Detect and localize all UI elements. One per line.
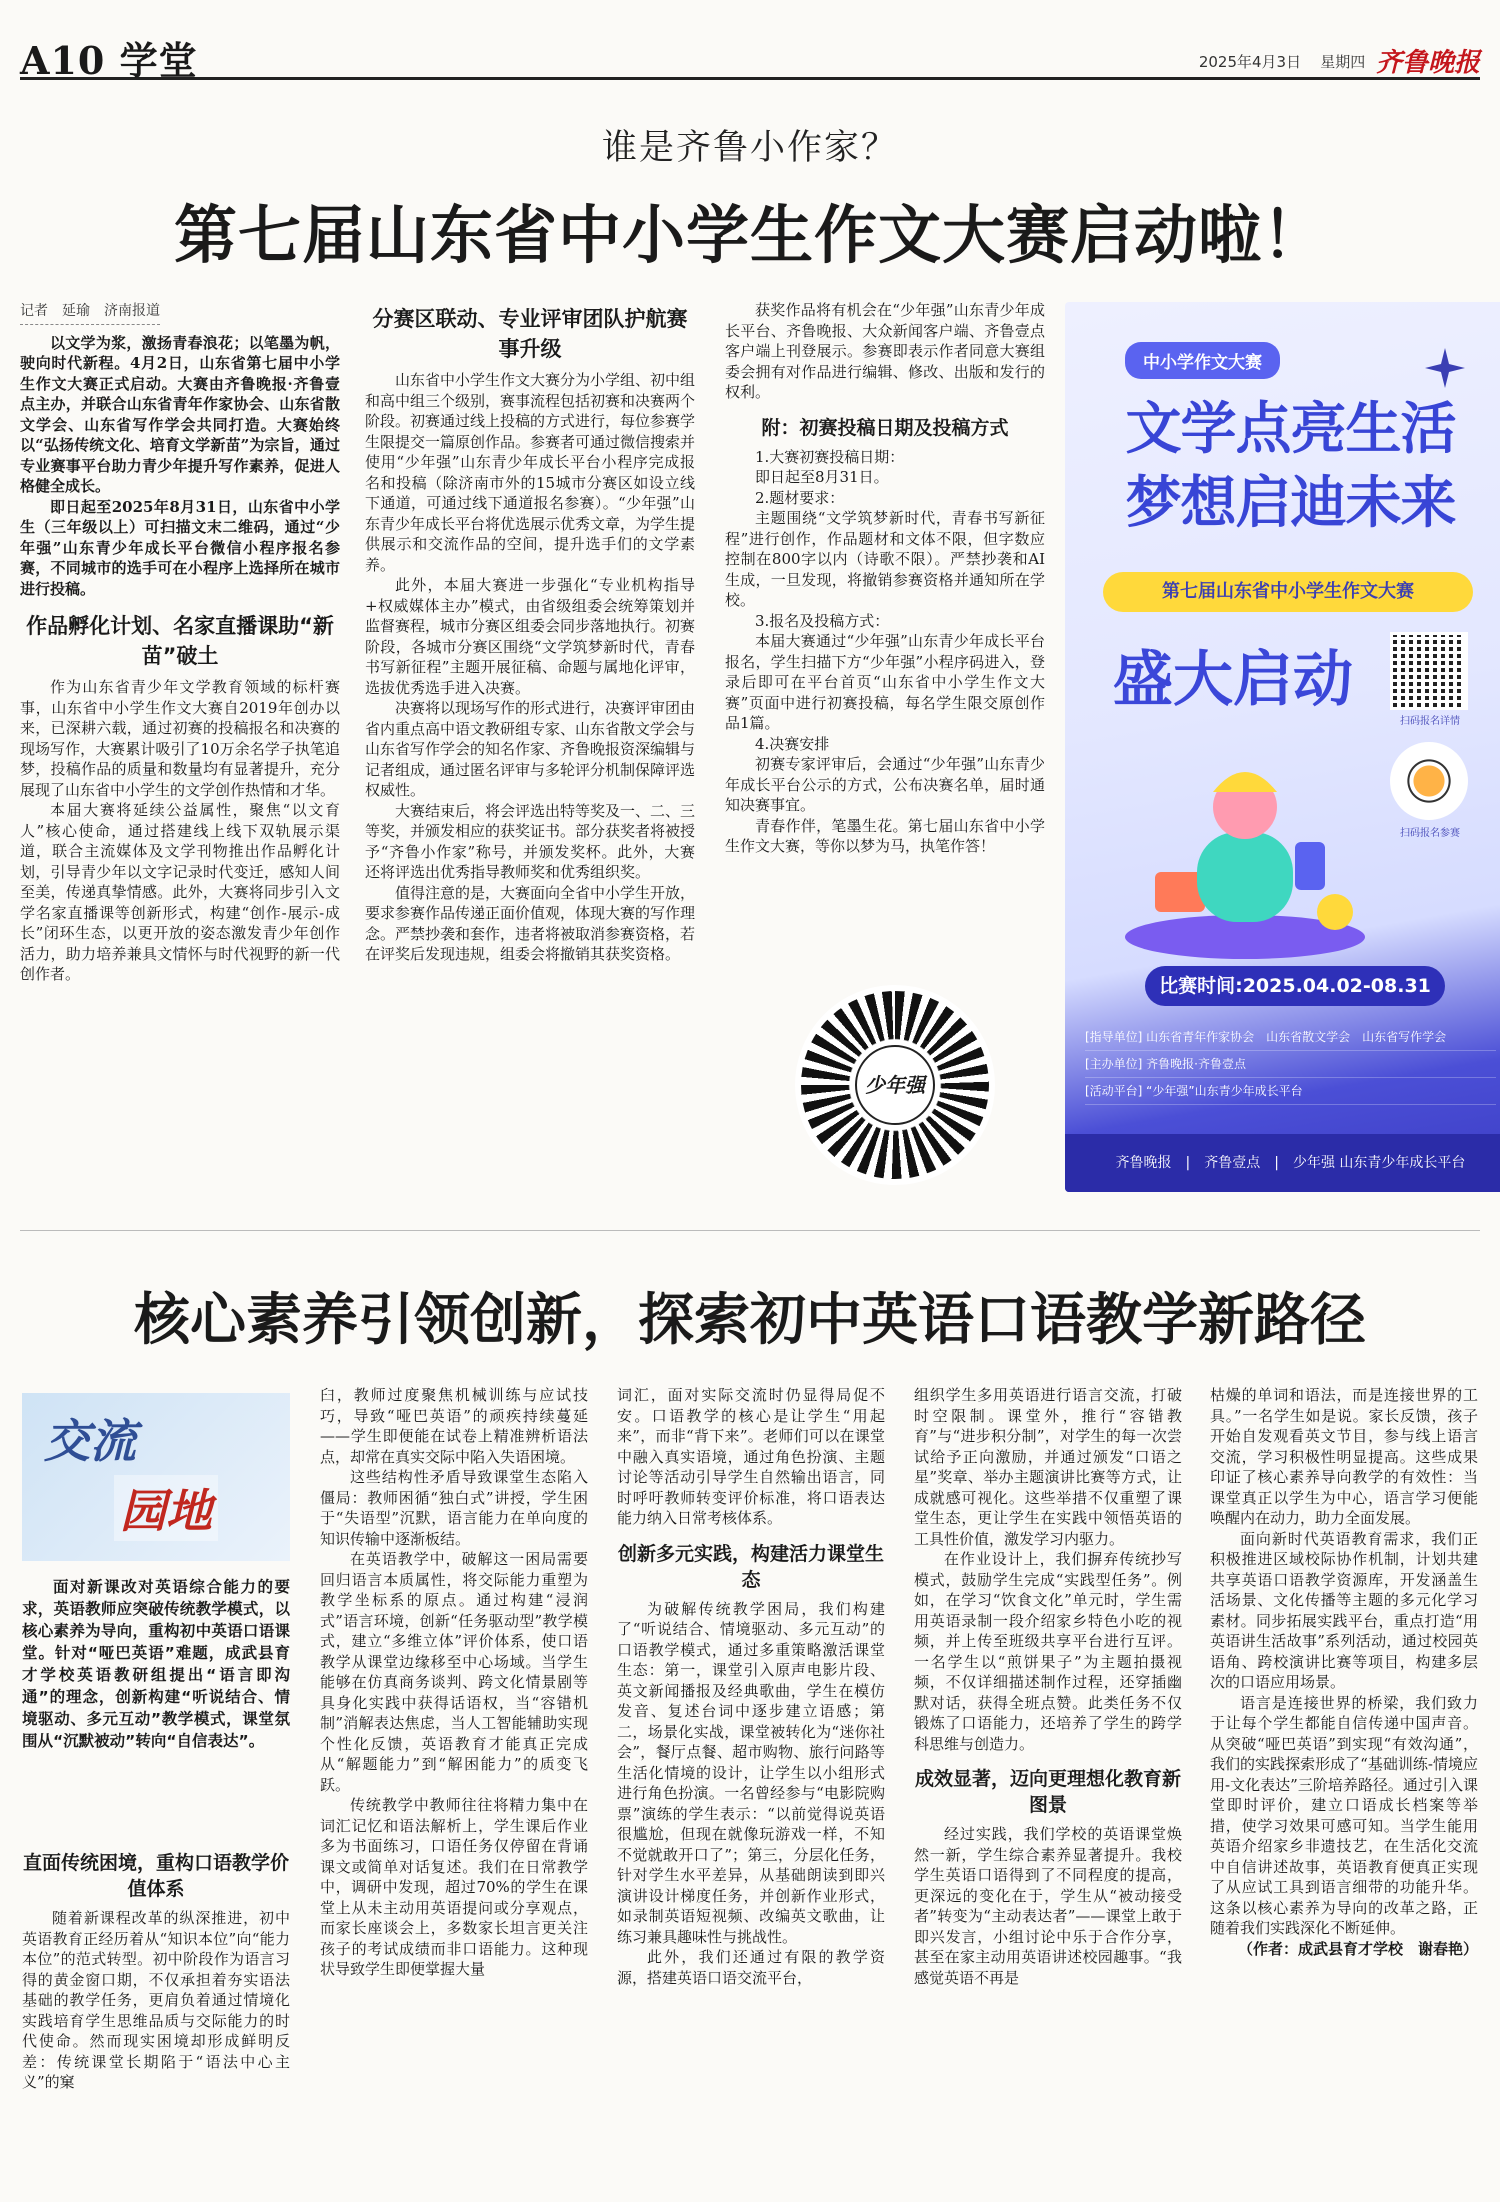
qr-code-signup[interactable] <box>1390 742 1468 820</box>
character-illustration <box>1105 722 1385 962</box>
organizer-line: [主办单位] 齐鲁晚报·齐鲁壹点 <box>1085 1051 1496 1078</box>
article2-column-4 <box>914 1385 1182 2190</box>
paragraph: 面对新课改对英语综合能力的要求，英语教师应突破传统教学模式，以核心素养为导向，重构初中英语口语课堂。针对“哑巴英语”难题，成武县育才学校英语教研组提出“语言即沟通”的理念，创新构建“听说结合、情境驱动、多元互动”教学模式，课堂氛围从“沉默被动”转向“自信表达”。 <box>22 1578 290 1750</box>
byline: 记者 延瑜 济南报道 <box>20 301 160 325</box>
article2-column-1 <box>22 1850 290 2190</box>
organizer-list <box>1085 1024 1496 1105</box>
qr-code-details[interactable] <box>1390 632 1468 710</box>
mini-program-code[interactable] <box>795 985 995 1185</box>
badge-text-2: 园地 <box>114 1475 218 1541</box>
paragraph: 3.报名及投稿方式： <box>755 611 890 630</box>
article1-kicker: 谁是齐鲁小作家？ <box>601 128 898 168</box>
paragraph: 青春作伴，笔墨生花。第七届山东省中小学生作文大赛，等你以梦为马，执笔作答！ <box>725 816 1045 855</box>
paragraph: 本届大赛通过“少年强”山东青少年成长平台报名，学生扫描下方“少年强”小程序码进入，登录后即可在平台首页“山东省中小学生作文大赛”页面中进行初赛投稿，每名学生限交原创作品1篇。 <box>725 632 1045 732</box>
poster-ribbon: 第七届山东省中小学生作文大赛 <box>1103 572 1473 612</box>
paragraph: 这些结构性矛盾导致课堂生态陷入僵局：教师困循“独白式”讲授，学生困于“失语型”沉默，语言能力在单向度的知识传输中逐渐板结。 <box>320 1468 588 1548</box>
poster-footer: 齐鲁晚报 | 齐鲁壹点 | 少年强 山东青少年成长平台 <box>1065 1134 1500 1192</box>
article2-column-5 <box>1210 1385 1478 2190</box>
paragraph: 为破解传统教学困局，我们构建了“听说结合、情境驱动、多元互动”的口语教学模式，通过多重策略激活课堂生态：第一，课堂引入原声电影片段、英文新闻播报及经典歌曲，学生在模仿发音、复述台词中逐步建立语感；第二，场景化实战，课堂被转化为“迷你社会”，餐厅点餐、超市购物、旅行问路等生活化情境的设计，让学生以小组形式进行角色扮演。一名曾经参与“电影院购票”演练的学生表示：“以前觉得说英语很尴尬，但现在就像玩游戏一样，不知不觉就敢开口了”；第三，分层化任务，针对学生水平差异，从基础朗读到即兴演讲设计梯度任务，并创新作业形式，如录制英语短视频、改编英文歌曲，让练习兼具趣味性与挑战性。 <box>617 1599 885 1946</box>
paragraph: 枯燥的单词和语法，而是连接世界的工具。”一名学生如是说。家长反馈，孩子开始自发观看英文节目，参与线上语言交流，学习积极性明显提高。这些成果印证了核心素养导向教学的有效性：当课堂真正以学生为中心，语言学习便能唤醒内在动力，助力全面发展。 <box>1210 1386 1478 1527</box>
paragraph: 初赛专家评审后，会通过“少年强”山东青少年成长平台公示的方式，公布决赛名单，届时通知决赛事宜。 <box>725 755 1045 814</box>
article1-column-2 <box>365 300 695 1200</box>
poster-slogan-2: 梦想启迪未来 <box>1125 471 1456 536</box>
paragraph: 传统教学中教师往往将精力集中在词汇记忆和语法解析上，学生课后作业多为书面练习，口语任务仅停留在背诵课文或简单对话复述。我们在日常教学中，调研中发现，超过70%的学生在课堂上从未主动用英语提问或分享观点，而家长座谈会上，多数家长坦言更关注孩子的考试成绩而非口语能力。这种现状导致学生即便掌握大量 <box>320 1796 588 1978</box>
author-signature: （作者：成武县育才学校 谢春艳） <box>1237 1939 1478 1958</box>
paragraph: 此外，本届大赛进一步强化“专业机构指导+权威媒体主办”模式，由省级组委会统筹策划并监督赛程，城市分赛区组委会同步落地执行。初赛阶段，各城市分赛区围绕“文学筑梦新时代，青春书写新征程”主题开展征稿、命题与属地化评审，选拔优秀选手进入决赛。 <box>365 576 695 697</box>
paragraph: 4.决赛安排 <box>755 734 830 753</box>
page-number: A10 学堂 <box>20 38 198 83</box>
poster-tag: 中小学作文大赛 <box>1125 342 1280 379</box>
dateline <box>1199 42 1480 79</box>
contest-poster <box>1065 302 1500 1192</box>
weekday: 星期四 <box>1320 53 1366 71</box>
section-divider <box>20 1230 1480 1231</box>
paragraph: 1.大赛初赛投稿日期： <box>755 447 905 466</box>
organizer-line: [指导单位] 山东省青年作家协会 山东省散文学会 山东省写作学会 <box>1085 1024 1496 1051</box>
paragraph: 面向新时代英语教育需求，我们正积极推进区域校际协作机制，计划共建共享英语口语教学资源库，开发涵盖生活场景、文化传播等主题的多元化学习素材。同步拓展实践平台，重点打造“用英语讲生活故事”系列活动，通过校园英语角、跨校演讲比赛等项目，构建多层次的口语应用场景。 <box>1210 1529 1478 1691</box>
paragraph: 本届大赛将延续公益属性，聚焦“以文育人”核心使命，通过搭建线上线下双轨展示渠道，联合主流媒体及文学刊物推出作品孵化计划，引导青少年以文字记录时代变迁，感知人间至美，传递真挚情感。此外，大赛将同步引入文学名家直播课等创新形式，构建“创作-展示-成长”闭环生态，以更开放的姿态激发青少年创作活力，助力培养兼具文情怀与时代视野的新一代创作者。 <box>20 801 340 983</box>
paragraph: 值得注意的是，大赛面向全省中小学生开放，要求参赛作品传递正面价值观，体现大赛的写作理念。严禁抄袭和套作，违者将被取消参赛资格，若在评奖后发现违规，组委会将撤销其获奖资格。 <box>365 883 695 963</box>
article2-intro <box>22 1576 290 1826</box>
paragraph: 词汇，面对实际交流时仍显得局促不安。口语教学的核心是让学生“用起来”，而非“背下来”。老师们可以在课堂中融入真实语境，通过角色扮演、主题讨论等活动引导学生自然输出语言，同时呼吁教师转变评价标准，将口语表达能力纳入日常考核体系。 <box>617 1386 885 1527</box>
article1-column-3 <box>725 300 1045 980</box>
badge-text-1: 交流 <box>44 1414 136 1468</box>
paragraph: 2.题材要求： <box>755 488 845 507</box>
paragraph: 在英语教学中，破解这一困局需要回归语言本质属性，将交际能力重塑为教学坐标系的原点。通过构建“浸润式”语言环境，创新“任务驱动型”教学模式，建立“多维立体”评价体系，使口语教学从课堂边缘移至中心场域。当学生能够在仿真商务谈判、跨文化情景剧等具身化实践中获得话语权，当“容错机制”消解表达焦虑，当人工智能辅助实现个性化反馈，英语教育才能真正完成从“解题能力”到“解困能力”的质变飞跃。 <box>320 1550 588 1794</box>
poster-launch: 盛大启动 <box>1113 645 1353 715</box>
subheading: 直面传统困境，重构口语教学价值体系 <box>22 1852 289 1900</box>
newspaper-logo: 齐鲁晚报 <box>1375 48 1480 78</box>
subheading: 分赛区联动、专业评审团队护航赛事升级 <box>372 307 688 361</box>
mini-program-logo: 少年强 <box>855 1045 935 1125</box>
subheading: 作品孵化计划、名家直播课助“新苗”破土 <box>26 614 334 668</box>
organizer-line: [活动平台] “少年强”山东青少年成长平台 <box>1085 1078 1496 1105</box>
subheading: 附：初赛投稿日期及投稿方式 <box>761 416 1009 439</box>
paragraph: 在作业设计上，我们摒弃传统抄写模式，鼓励学生完成“实践型任务”。例如，在学习“饮食文化”单元时，学生需用英语录制一段介绍家乡特色小吃的视频，并上传至班级共享平台进行互评。一名学生以“煎饼果子”为主题拍摄视频，不仅详细描述制作过程，还穿插幽默对话，获得全班点赞。此类任务不仅锻炼了口语能力，还培养了学生的跨学科思维与创造力。 <box>914 1550 1182 1753</box>
paragraph: 作为山东省青少年文学教育领域的标杆赛事，山东省中小学生作文大赛自2019年创办以来，已深耕六载，通过初赛的投稿报名和决赛的现场写作，大赛累计吸引了10万余名学子执笔追梦，投稿作品的质量和数量均有显著提升，充分展现了山东省中小学生的文学创作热情和才华。 <box>20 678 340 799</box>
paragraph: 此外，我们还通过有限的教学资源，搭建英语口语交流平台， <box>617 1948 885 1987</box>
subheading: 成效显著，迈向更理想化教育新图景 <box>914 1768 1181 1816</box>
paragraph: 经过实践，我们学校的英语课堂焕然一新，学生综合素养显著提升。我校学生英语口语得到了不同程度的提高，更深远的变化在于，学生从“被动接受者”转变为“主动表达者”——课堂上敢于即兴发言，小组讨论中乐于合作分享，甚至在家主动用英语讲述校园趣事。“我感觉英语不再是 <box>914 1825 1182 1987</box>
paragraph: 语言是连接世界的桥梁，我们致力于让每个学生都能自信传递中国声音。从突破“哑巴英语”到实现“有效沟通”，我们的实践探索形成了“基础训练-情境应用-文化表达”三阶培养路径。通过引入课堂即时评价，建立口语成长档案等举措，使学习效果可感可知。当学生能用英语介绍家乡非遗技艺，在生活化交流中自信讲述故事，英语教育便真正实现了从应试工具到语言细带的功能升华。这条以核心素养为导向的改革之路，正随着我们实践深化不断延伸。 <box>1210 1693 1478 1937</box>
paragraph: 主题围绕“文学筑梦新时代，青春书写新征程”进行创作，作品题材和文体不限，但字数应控制在800字以内（诗歌不限）。严禁抄袭和AI生成，一旦发现，将撤销参赛资格并通知所在学校。 <box>725 509 1045 609</box>
article2-column-3 <box>617 1385 885 2190</box>
paragraph: 即日起至8月31日。 <box>755 468 889 486</box>
paragraph: 获奖作品将有机会在“少年强”山东青少年成长平台、齐鲁晚报、大众新闻客户端、齐鲁壹点客户端上刊登展示。参赛即表示作者同意大赛组委会拥有对作品进行编辑、修改、出版和发行的权利。 <box>725 301 1045 401</box>
contest-period: 比赛时间:2025.04.02-08.31 <box>1145 966 1445 1006</box>
article1-headline: 第七届山东省中小学生作文大赛启动啦！ <box>174 198 1326 272</box>
paragraph: 即日起至2025年8月31日，山东省中小学生（三年级以上）可扫描文末二维码，通过“少年强”山东青少年成长平台微信小程序报名参赛，不同城市的选手可在小程序上选择所在城市进行投稿。 <box>20 497 340 598</box>
qr-caption-2: 扫码报名参赛 <box>1400 828 1460 839</box>
paragraph: 山东省中小学生作文大赛分为小学组、初中组和高中组三个级别，赛事流程包括初赛和决赛两个阶段。初赛通过线上投稿的方式进行，每位参赛学生限提交一篇原创作品。参赛者可通过微信搜索并使用“少年强”山东青少年成长平台小程序完成报名和投稿（除济南市外的15城市分赛区如设立线下通道，可通过线下通道报名参赛）。“少年强”山东青少年成长平台将优选展示优秀文章，为学生提供展示和交流作品的空间，提升选手们的文学素养。 <box>365 371 695 574</box>
column-badge <box>22 1393 290 1561</box>
article2-headline: 核心素养引领创新，探索初中英语口语教学新路径 <box>134 1287 1366 1353</box>
paragraph: 大赛结束后，将会评选出特等奖及一、二、三等奖，并颁发相应的获奖证书。部分获奖者将被授予“齐鲁小作家”称号，并颁发奖杯。此外，大赛还将评选出优秀指导教师奖和优秀组织奖。 <box>365 801 695 881</box>
subheading: 创新多元实践，构建活力课堂生态 <box>617 1542 884 1591</box>
paragraph: 以文学为浆，激扬青春浪花；以笔墨为帆，驶向时代新程。4月2日，山东省第七届中小学生作文大赛正式启动。大赛由齐鲁晚报·齐鲁壹点主办，并联合山东省青年作家协会、山东省散文学会、山东省写作学会共同打造。大赛始终以“弘扬传统文化、培育文学新苗”为宗旨，通过专业赛事平台助力青少年提升写作素养，促进人格健全成长。 <box>20 333 340 495</box>
poster-slogan-1: 文学点亮生活 <box>1125 397 1456 462</box>
paragraph: 臼，教师过度聚焦机械训练与应试技巧，导致“哑巴英语”的顽疾持续蔓延——学生即便能在试卷上精准辨析语法点，却常在真实交际中陷入失语困境。 <box>320 1386 588 1466</box>
paragraph: 组织学生多用英语进行语言交流，打破时空限制。课堂外，推行“容错教育”与“进步积分制”，对学生的每一次尝试给予正向激励，并通过颁发“口语之星”奖章、举办主题演讲比赛等方式，让成就感可视化。这些举措不仅重塑了课堂生态，更让学生在实践中领悟英语的工具性价值，激发学习内驱力。 <box>914 1386 1182 1548</box>
qr-caption-1: 扫码报名详情 <box>1400 716 1460 727</box>
paragraph: 决赛将以现场写作的形式进行，决赛评审团由省内重点高中语文教研组专家、山东省散文学会与山东省写作学会的知名作家、齐鲁晚报资深编辑与记者组成，通过匿名评审与多轮评分机制保障评选权威性。 <box>365 699 695 799</box>
sparkle-icon <box>1425 348 1465 388</box>
article1-column-1 <box>20 300 340 1200</box>
paragraph: 随着新课程改革的纵深推进，初中英语教育正经历着从“知识本位”向“能力本位”的范式转型。初中阶段作为语言习得的黄金窗口期，不仅承担着夯实语法基础的教学任务，更肩负着通过情境化实践培育学生思维品质与交际能力的时代使命。然而现实困境却形成鲜明反差：传统课堂长期陷于“语法中心主义”的窠 <box>22 1909 290 2091</box>
page-header <box>20 20 1480 83</box>
article2-column-2 <box>320 1385 588 2190</box>
issue-date: 2025年4月3日 <box>1198 53 1302 71</box>
